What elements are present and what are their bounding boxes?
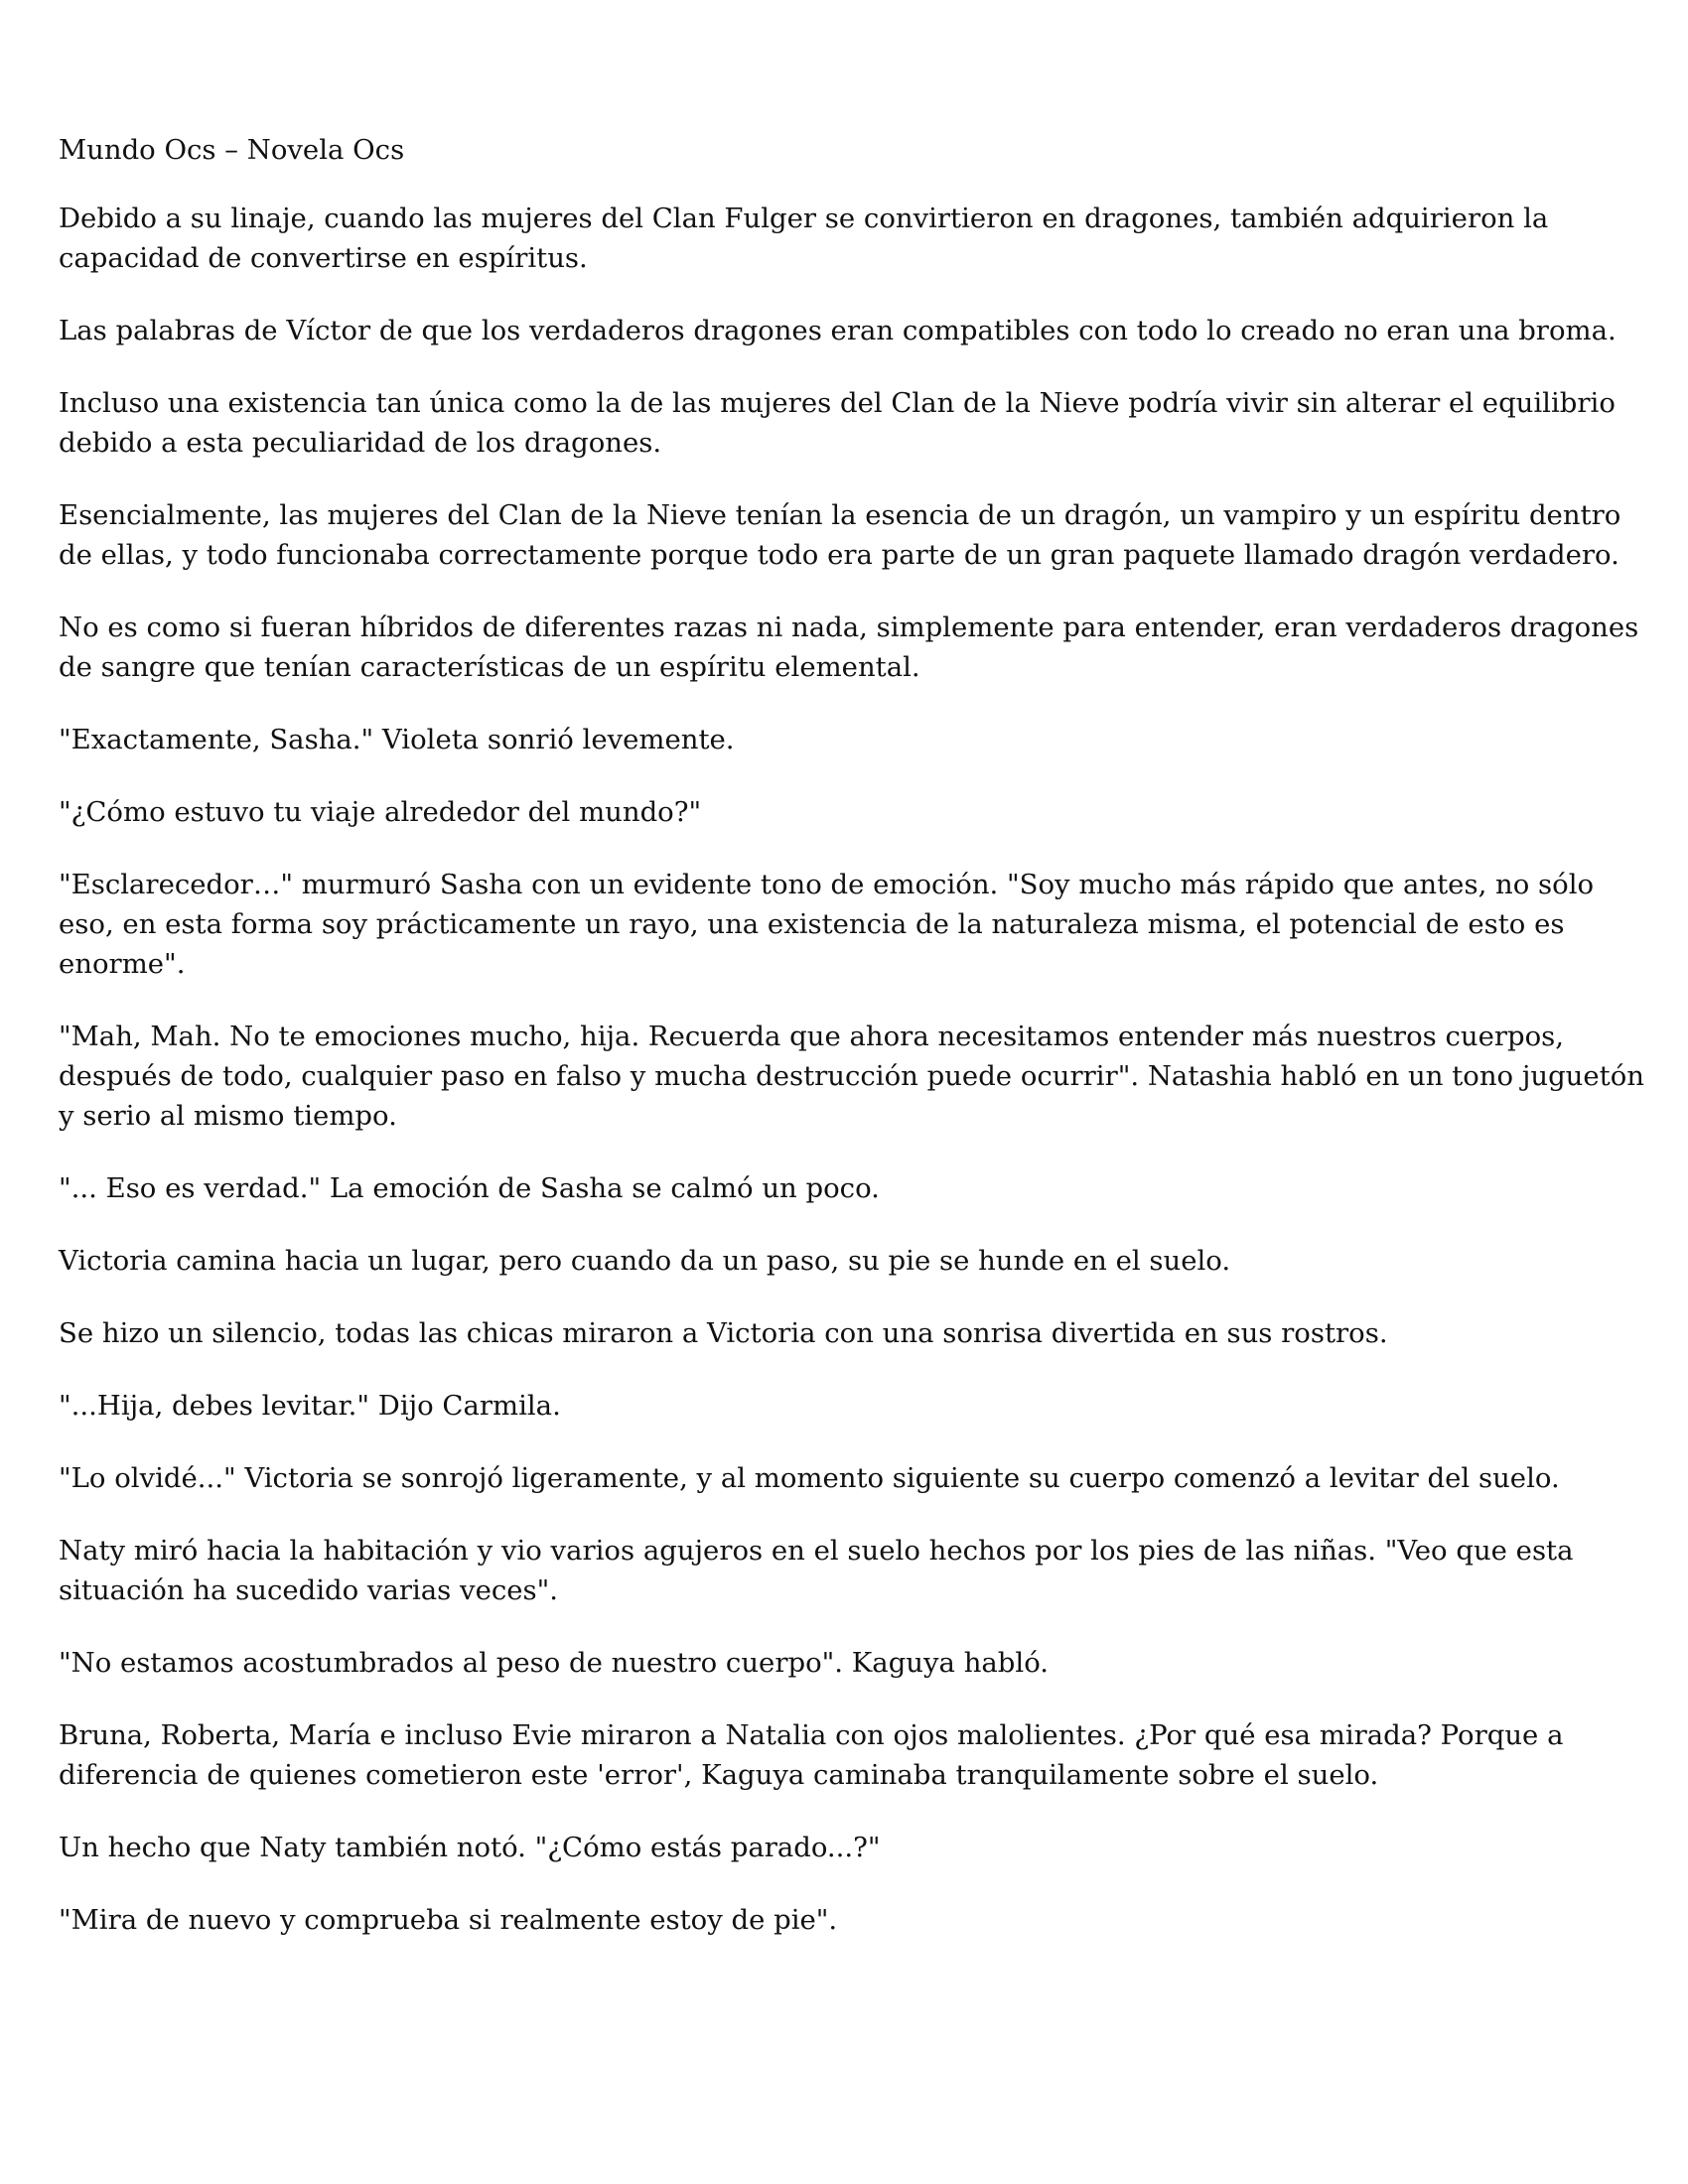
paragraph: Bruna, Roberta, María e incluso Evie miraron a Natalia con ojos malolientes. ¿Por qué esa mirada? Porque a diferencia de quienes cometieron este 'error', Kaguya caminaba tranquilamente sobre el suelo.	[59, 1719, 1564, 1791]
paragraph: "...Hija, debes levitar." Dijo Carmila.	[59, 1390, 561, 1422]
document-body	[59, 199, 1647, 1940]
paragraph: "Mira de nuevo y comprueba si realmente estoy de pie".	[59, 1904, 838, 1936]
paragraph: Debido a su linaje, cuando las mujeres del Clan Fulger se convirtieron en dragones, también adquirieron la capacidad de convertirse en espíritus.	[59, 203, 1549, 274]
paragraph: Un hecho que Naty también notó. "¿Cómo estás parado...?"	[59, 1832, 881, 1863]
paragraph: "... Eso es verdad." La emoción de Sasha se calmó un poco.	[59, 1172, 880, 1204]
paragraph: "Lo olvidé..." Victoria se sonrojó ligeramente, y al momento siguiente su cuerpo comenzó a levitar del suelo.	[59, 1462, 1560, 1494]
paragraph: No es como si fueran híbridos de diferentes razas ni nada, simplemente para entender, eran verdaderos dragones de sangre que tenían características de un espíritu elemental.	[59, 612, 1639, 683]
paragraph: "¿Cómo estuvo tu viaje alrededor del mundo?"	[59, 796, 702, 828]
paragraph: Las palabras de Víctor de que los verdaderos dragones eran compatibles con todo lo creado no eran una broma.	[59, 315, 1617, 346]
paragraph: Esencialmente, las mujeres del Clan de la Nieve tenían la esencia de un dragón, un vampiro y un espíritu dentro de ellas, y todo funcionaba correctamente porque todo era parte de un gran paquete llamado dragón verdadero.	[59, 499, 1621, 571]
document-page	[59, 131, 1647, 1973]
paragraph: Incluso una existencia tan única como la de las mujeres del Clan de la Nieve podría vivir sin alterar el equilibrio debido a esta peculiaridad de los dragones.	[59, 387, 1616, 459]
paragraph: "Esclarecedor…" murmuró Sasha con un evidente tono de emoción. "Soy mucho más rápido que antes, no sólo eso, en esta forma soy prácticamente un rayo, una existencia de la naturaleza misma, el potencial de esto es enorme".	[59, 869, 1595, 980]
paragraph: "Mah, Mah. No te emociones mucho, hija. Recuerda que ahora necesitamos entender más nuestros cuerpos, después de todo, cualquier paso en falso y mucha destrucción puede ocurrir". Natashia habló en un tono juguetón y serio al mismo tiempo.	[59, 1021, 1644, 1132]
paragraph: Naty miró hacia la habitación y vio varios agujeros en el suelo hechos por los pies de las niñas. "Veo que esta situación ha sucedido varias veces".	[59, 1535, 1574, 1606]
paragraph: Victoria camina hacia un lugar, pero cuando da un paso, su pie se hunde en el suelo.	[59, 1245, 1231, 1277]
paragraph: Se hizo un silencio, todas las chicas miraron a Victoria con una sonrisa divertida en sus rostros.	[59, 1317, 1388, 1349]
document-header: Mundo Ocs – Novela Ocs	[59, 134, 405, 166]
paragraph: "Exactamente, Sasha." Violeta sonrió levemente.	[59, 724, 735, 755]
paragraph: "No estamos acostumbrados al peso de nuestro cuerpo". Kaguya habló.	[59, 1647, 1050, 1679]
